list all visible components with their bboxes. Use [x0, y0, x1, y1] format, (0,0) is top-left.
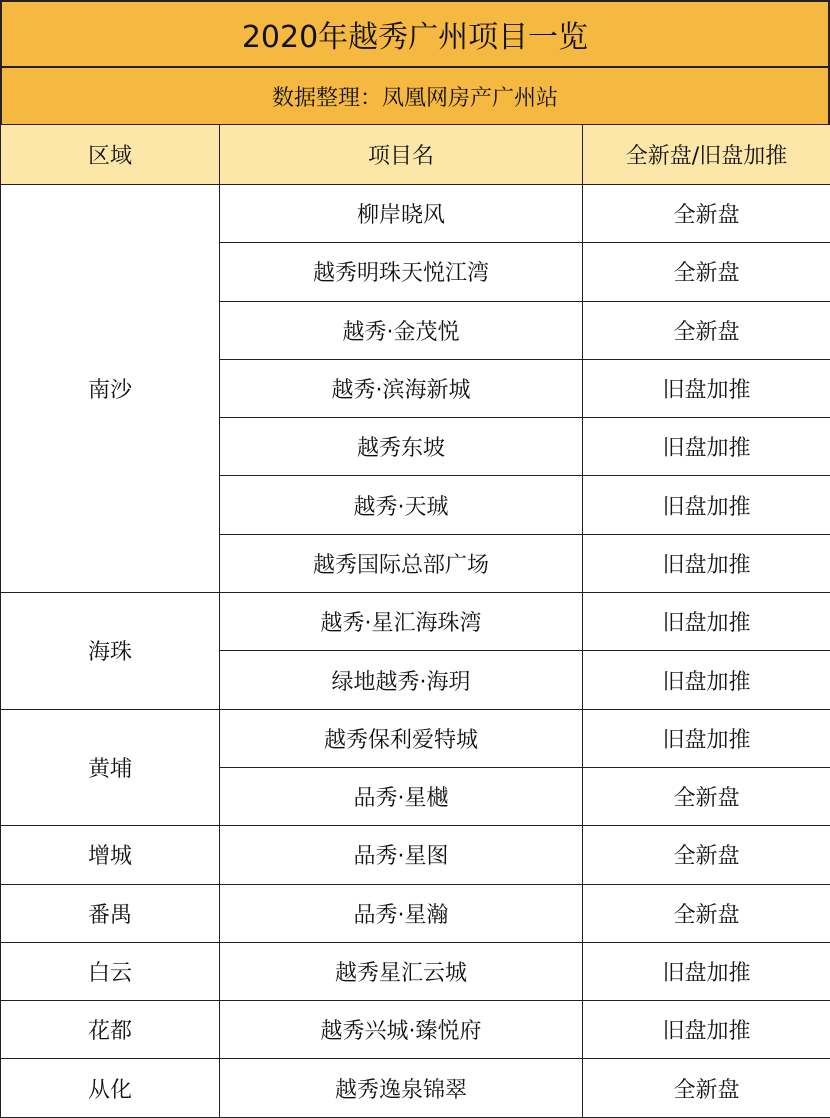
project-status-cell: 全新盘 [583, 884, 830, 942]
district-cell: 增城 [1, 826, 220, 884]
table-row [1, 884, 830, 942]
district-cell: 从化 [1, 1059, 220, 1117]
project-name-cell: 越秀兴城·臻悦府 [220, 1001, 583, 1059]
table-row [1, 1059, 830, 1117]
table-row [1, 942, 830, 1000]
project-status-cell: 旧盘加推 [583, 942, 830, 1000]
project-status-cell: 旧盘加推 [583, 534, 830, 592]
project-status-cell: 旧盘加推 [583, 1001, 830, 1059]
table-row [1, 185, 830, 243]
project-name-cell: 越秀逸泉锦翠 [220, 1059, 583, 1117]
project-status-cell: 全新盘 [583, 185, 830, 243]
sheet-title: 2020年越秀广州项目一览 [0, 0, 830, 68]
project-name-cell: 品秀·星瀚 [220, 884, 583, 942]
table-row [1, 593, 830, 651]
project-status-cell: 旧盘加推 [583, 418, 830, 476]
column-header-project: 项目名 [220, 125, 583, 185]
project-name-cell: 品秀·星图 [220, 826, 583, 884]
project-name-cell: 越秀·天珹 [220, 476, 583, 534]
project-status-cell: 旧盘加推 [583, 593, 830, 651]
project-name-cell: 越秀国际总部广场 [220, 534, 583, 592]
project-status-cell: 全新盘 [583, 767, 830, 825]
project-status-cell: 旧盘加推 [583, 709, 830, 767]
district-cell: 花都 [1, 1001, 220, 1059]
project-status-cell: 全新盘 [583, 243, 830, 301]
project-name-cell: 绿地越秀·海玥 [220, 651, 583, 709]
district-cell: 南沙 [1, 185, 220, 593]
sheet-subtitle: 数据整理：凤凰网房产广州站 [0, 66, 830, 126]
project-status-cell: 旧盘加推 [583, 651, 830, 709]
table-row [1, 1001, 830, 1059]
project-status-cell: 旧盘加推 [583, 476, 830, 534]
district-cell: 番禺 [1, 884, 220, 942]
project-name-cell: 越秀明珠天悦江湾 [220, 243, 583, 301]
district-cell: 白云 [1, 942, 220, 1000]
project-status-cell: 全新盘 [583, 301, 830, 359]
column-header-district: 区域 [1, 125, 220, 185]
project-name-cell: 越秀星汇云城 [220, 942, 583, 1000]
project-name-cell: 越秀东坡 [220, 418, 583, 476]
project-status-cell: 旧盘加推 [583, 359, 830, 417]
project-name-cell: 越秀保利爱特城 [220, 709, 583, 767]
table-row [1, 826, 830, 884]
project-status-cell: 全新盘 [583, 826, 830, 884]
column-header-status: 全新盘/旧盘加推 [583, 125, 830, 185]
column-header-row [1, 125, 830, 185]
project-status-cell: 全新盘 [583, 1059, 830, 1117]
district-cell: 海珠 [1, 593, 220, 710]
district-cell: 黄埔 [1, 709, 220, 826]
project-name-cell: 越秀·星汇海珠湾 [220, 593, 583, 651]
project-name-cell: 越秀·滨海新城 [220, 359, 583, 417]
project-table [0, 124, 830, 1118]
project-name-cell: 越秀·金茂悦 [220, 301, 583, 359]
project-name-cell: 品秀·星樾 [220, 767, 583, 825]
project-name-cell: 柳岸晓风 [220, 185, 583, 243]
table-row [1, 709, 830, 767]
table-body [1, 185, 830, 1118]
